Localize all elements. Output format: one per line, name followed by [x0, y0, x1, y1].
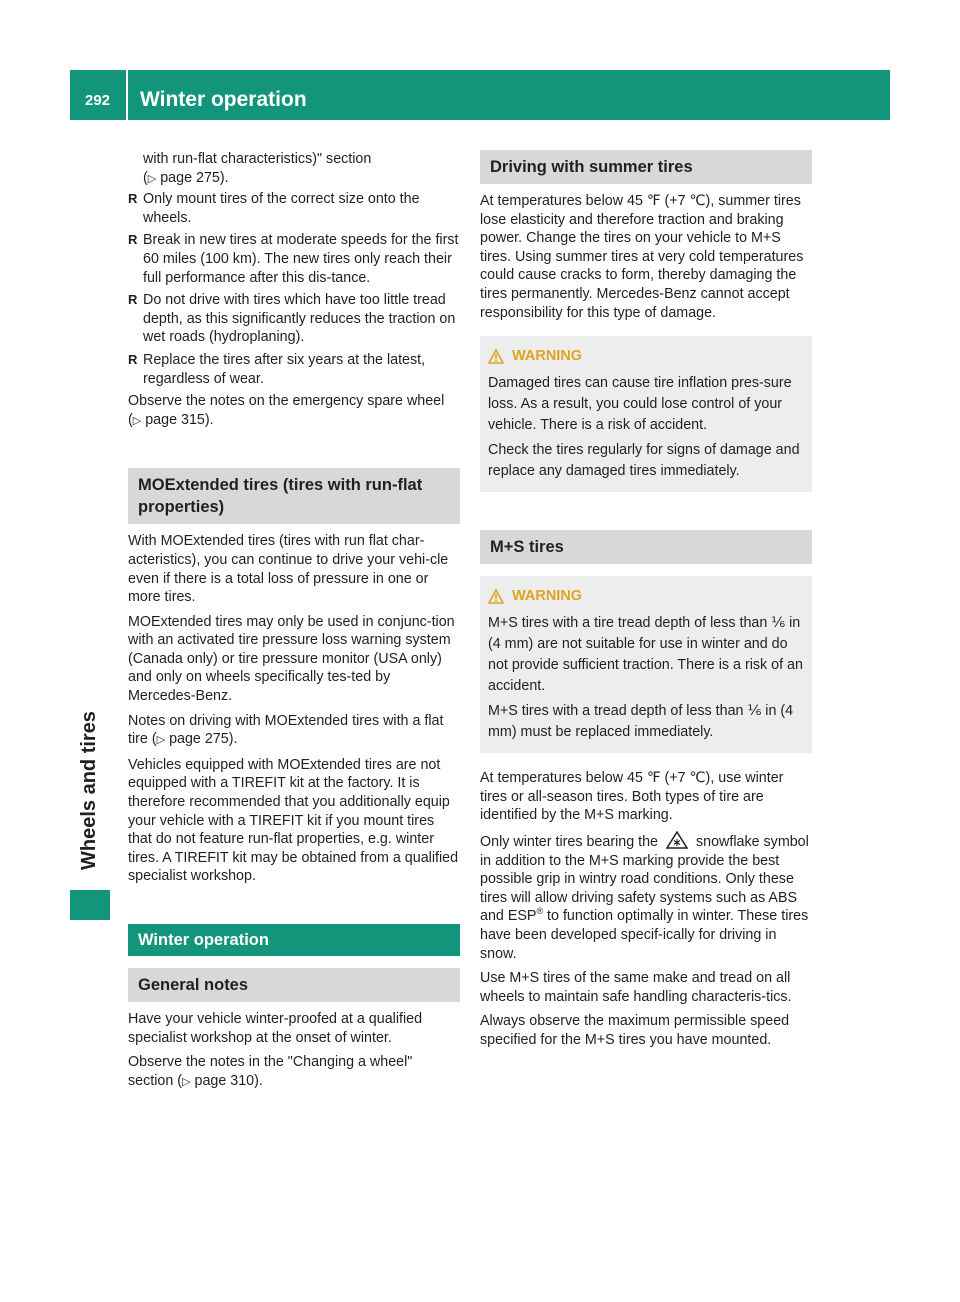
paragraph: At temperatures below 45 ℉ (+7 ℃), use winter tires or all-season tires. Both types of tire are identified by the M+S marking. [480, 770, 784, 824]
text: Observe the notes on the emergency spare wheel ( [128, 393, 445, 428]
paragraph: With MOExtended tires (tires with run flat char-acteristics), you can continue to drive your vehi-cle even if there is a total loss of pressure in one or more tires. [128, 533, 449, 606]
list-item-text: Break in new tires at moderate speeds for the first 60 miles (100 km). The new tires only reach their full performance after this dis-tance. [143, 232, 459, 286]
list-item [128, 291, 460, 347]
text: Observe the notes in the "Changing a wheel" section ( [128, 1054, 413, 1089]
page-ref-arrow-icon: ▷ [132, 414, 142, 427]
paragraph [128, 150, 460, 188]
warning-label: WARNING [512, 588, 583, 605]
warning-triangle-icon [488, 349, 504, 364]
text: Notes on driving with MOExtended tires with a flat tire ( [128, 712, 444, 748]
list-item-text: Do not drive with tires which have too little tread depth, as this significantly reduces the traction on wet roads (hydroplaning). [143, 292, 456, 346]
section-heading-winter-operation: Winter operation [128, 924, 460, 956]
page-ref-arrow-icon: ▷ [182, 1075, 191, 1088]
warning-header [488, 586, 804, 607]
paragraph [480, 831, 812, 963]
warning-box [480, 576, 812, 753]
side-tab-label: Wheels and tires [78, 711, 100, 870]
bullet-icon: R [128, 292, 138, 308]
paragraph: Always observe the maximum permissible speed specified for the M+S tires you have mounted. [480, 1013, 790, 1048]
warning-text: M+S tires with a tread depth of less than ⅙ in (4 mm) must be replaced immediately. [488, 703, 794, 741]
bullet-icon: R [128, 351, 138, 367]
page-ref-link[interactable]: page 275). [169, 731, 238, 748]
page-title: Winter operation [140, 88, 307, 111]
list-item-text: Replace the tires after six years at the latest, regardless of wear. [143, 351, 426, 387]
warning-triangle-icon [488, 589, 504, 604]
bullet-icon: R [128, 191, 138, 207]
list-item [128, 190, 460, 227]
section-heading-summer-tires: Driving with summer tires [480, 150, 812, 184]
paragraph: Have your vehicle winter-proofed at a qualified specialist workshop at the onset of winter. [128, 1011, 423, 1046]
list-item-text: Only mount tires of the correct size onto the wheels. [143, 191, 420, 226]
warning-label: WARNING [512, 348, 583, 365]
page-ref-link[interactable]: page 310). [194, 1072, 263, 1089]
paragraph [128, 1053, 460, 1091]
text: Only winter tires bearing the [480, 833, 658, 850]
text: ( [143, 169, 148, 186]
side-tab-marker [70, 890, 110, 920]
paragraph [128, 712, 460, 750]
page-number: 292 [84, 92, 111, 109]
page-ref-link[interactable]: page 315). [145, 411, 214, 428]
left-column [128, 150, 460, 1097]
list-item [128, 351, 460, 388]
list-item [128, 231, 460, 287]
section-heading-general-notes: General notes [128, 968, 460, 1002]
paragraph: At temperatures below 45 ℉ (+7 ℃), summer tires lose elasticity and therefore traction and braking power. Change the tires on your vehicle to M+S tires. Using summer tires at very cold temperatures could cause cracks to form, thereby damaging the tires permanently. Mercedes-Benz cannot accept responsibility for this type of damage. [480, 193, 804, 321]
page-ref-link[interactable]: page 275). [160, 169, 229, 186]
section-heading-ms-tires: M+S tires [480, 530, 812, 564]
page-ref-arrow-icon: ▷ [156, 734, 166, 747]
text: to function optimally in winter. These tires have been developed specif-ically for driving in snow. [480, 908, 809, 962]
bullet-icon: R [128, 232, 138, 248]
warning-text: Check the tires regularly for signs of damage and replace any damaged tires immediately. [488, 442, 800, 480]
section-heading-moextended: MOExtended tires (tires with run-flat properties) [128, 468, 460, 524]
paragraph: Vehicles equipped with MOExtended tires are not equipped with a TIREFIT kit at the factory. It is therefore recommended that you additionally equip your vehicle with a TIREFIT kit if you mount tires that do not feature run-flat properties, e.g. winter tires. A TIREFIT kit may be obtained from a qualified specialist workshop. [128, 756, 459, 885]
warning-text: Damaged tires can cause tire inflation pres-sure loss. As a result, you could lose control of your vehicle. There is a risk of accident. [488, 375, 792, 434]
registered-mark: ® [536, 906, 544, 917]
header-divider [126, 70, 128, 120]
paragraph: Use M+S tires of the same make and tread on all wheels to maintain safe handling characteris-tics. [480, 970, 792, 1005]
text: with run-flat characteristics)" section [143, 151, 372, 167]
snowflake-mountain-icon [666, 831, 688, 849]
warning-header [488, 346, 804, 367]
bullet-list [128, 190, 460, 388]
paragraph: MOExtended tires may only be used in conjunc-tion with an activated tire pressure loss warning system (Canada only) or tire pressure monitor (USA only) and only on wheels specifically tes-ted by Mercedes-Benz. [128, 613, 455, 705]
paragraph [128, 392, 460, 430]
warning-text: M+S tires with a tire tread depth of less than ⅙ in (4 mm) are not suitable for use in winter and do not provide sufficient traction. There is a risk of an accident. [488, 615, 803, 695]
text: snowflake symbol in addition to the M+S marking provide the best possible grip in wintry road conditions. Only these tires will allow driving safety systems such as ABS and ESP [480, 833, 809, 925]
right-column [480, 150, 812, 1055]
warning-box [480, 336, 812, 492]
page-ref-arrow-icon: ▷ [147, 172, 157, 185]
